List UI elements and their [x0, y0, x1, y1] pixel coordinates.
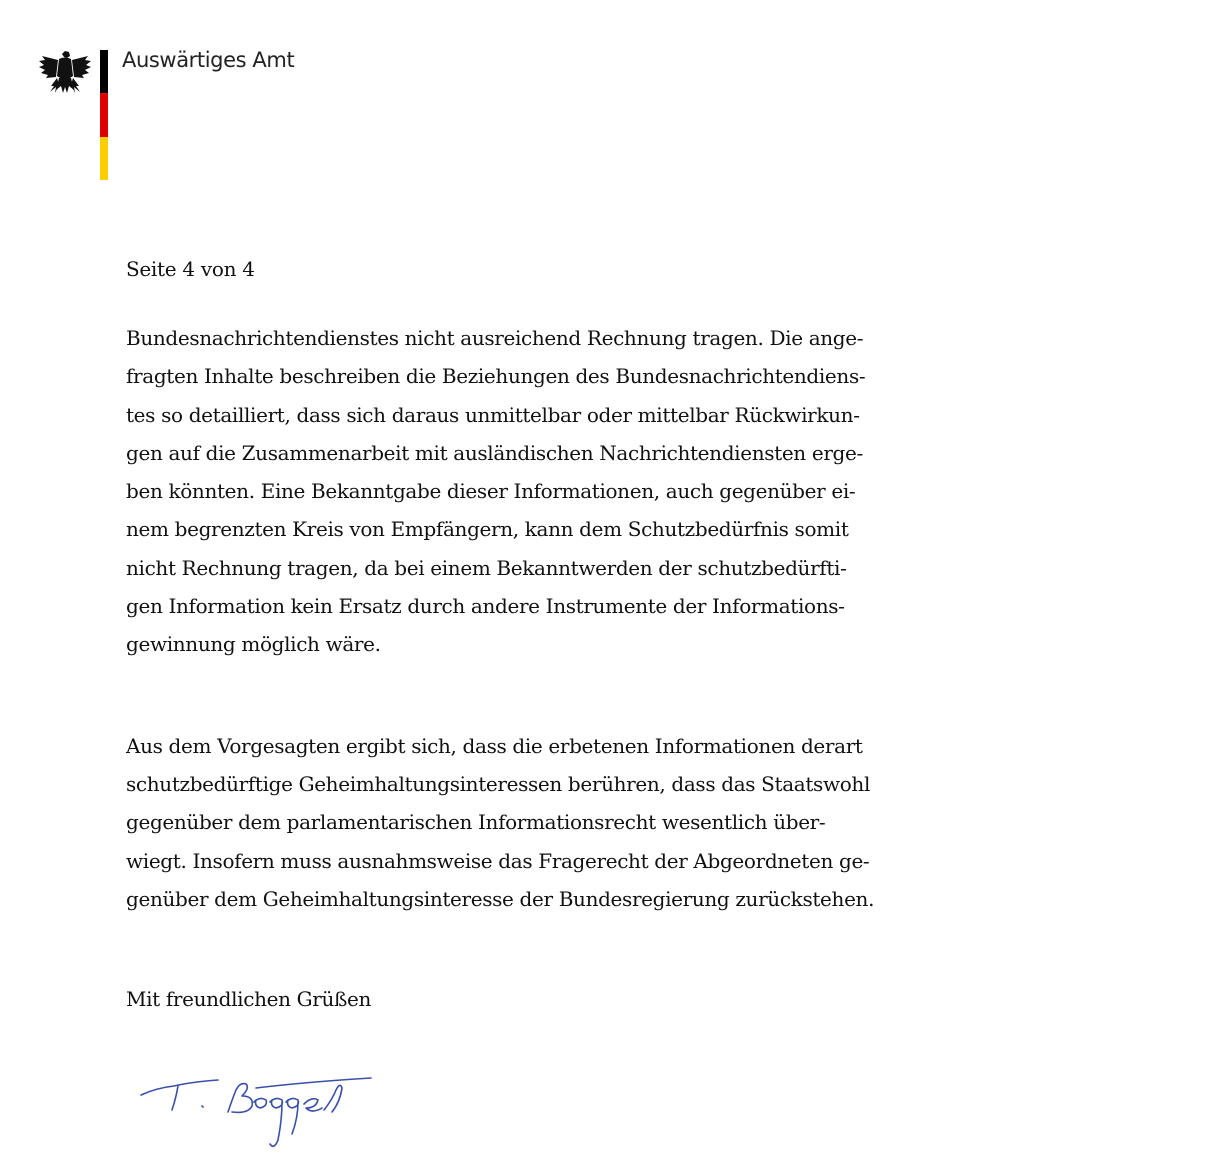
- text-line: ben könnten. Eine Bekanntgabe dieser Informationen, auch gegenüber ei-: [126, 479, 856, 504]
- letterhead-logo: [38, 48, 338, 183]
- text-line: wiegt. Insofern muss ausnahmsweise das Fragerecht der Abgeordneten ge-: [126, 848, 870, 873]
- text-line: gegenüber dem parlamentarischen Informationsrecht wesentlich über-: [126, 810, 826, 835]
- text-line: nem begrenzten Kreis von Empfängern, kann dem Schutzbedürfnis somit: [126, 517, 849, 542]
- handwritten-signature-icon: [136, 1070, 386, 1160]
- closing: [126, 980, 886, 1018]
- text-line: Bundesnachrichtendienstes nicht ausreichend Rechnung tragen. Die ange-: [126, 326, 864, 350]
- text-line: schutzbedürftige Geheimhaltungsinteressen berühren, dass das Staatswohl: [126, 771, 871, 796]
- text-line: Aus dem Vorgesagten ergibt sich, dass die erbetenen Informationen derart: [126, 733, 863, 758]
- org-name: Auswärtiges Amt: [122, 48, 295, 72]
- flag-stripe-black: [100, 50, 108, 93]
- federal-eagle-icon: [38, 48, 92, 100]
- text-line: gen auf die Zusammenarbeit mit ausländischen Nachrichtendiensten erge-: [126, 440, 863, 465]
- flag-stripe-red: [100, 93, 108, 136]
- text-line: genüber dem Geheimhaltungsinteresse der Bundesregierung zurückstehen.: [126, 886, 875, 911]
- text-line: gewinnung möglich wäre.: [126, 632, 381, 657]
- flag-stripe: [100, 50, 108, 180]
- closing-line: Mit freundlichen Grüßen: [126, 987, 372, 1012]
- flag-stripe-gold: [100, 137, 108, 180]
- text-line: fragten Inhalte beschreiben die Beziehungen des Bundesnachrichtendiens-: [126, 364, 866, 389]
- paragraph-1: [126, 319, 886, 664]
- letter-body: [126, 319, 886, 1018]
- text-line: nicht Rechnung tragen, da bei einem Bekanntwerden der schutzbedürfti-: [126, 555, 847, 580]
- paragraph-2: [126, 727, 886, 918]
- text-line: gen Information kein Ersatz durch andere Instrumente der Informations-: [126, 594, 845, 619]
- text-line: tes so detailliert, dass sich daraus unmittelbar oder mittelbar Rückwirkun-: [126, 402, 860, 427]
- page-number: Seite 4 von 4: [126, 257, 255, 281]
